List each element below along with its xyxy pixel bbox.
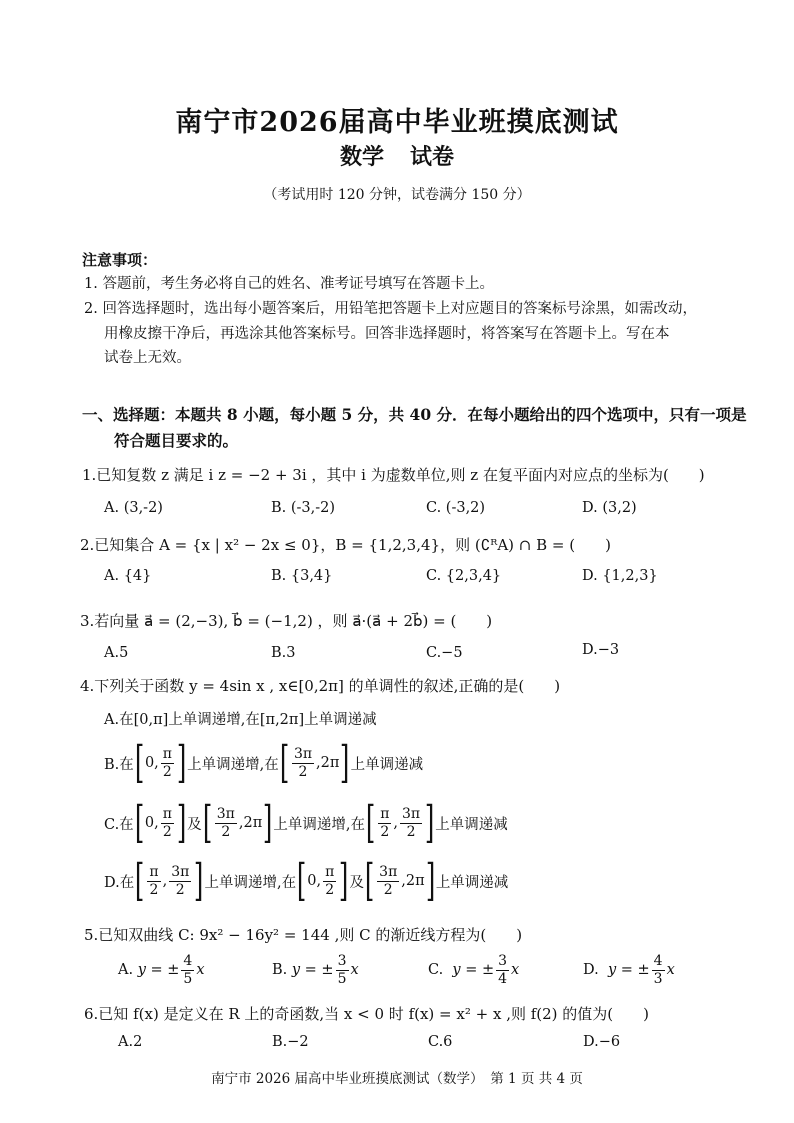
- q4-d-text-dec: 上单调递减: [435, 874, 509, 891]
- q4-b-zero: 0,: [144, 755, 159, 771]
- q4-option-a: [104, 708, 377, 729]
- paper-label: 试卷: [410, 144, 455, 170]
- q3-option-a: A.5: [104, 645, 129, 661]
- q4-option-b: [104, 737, 424, 788]
- section-heading: [82, 402, 747, 454]
- question-4-stem: 4.下列关于函数 y = 4sin x , x∈[0,2π] 的单调性的叙述,正确的是( ): [80, 677, 561, 695]
- q5-option-a: A. y = ± $\frac{4}{5}$ x: [118, 952, 205, 987]
- bracket-close: ]: [176, 737, 187, 788]
- q4-a-interval-2: [π,2π]: [259, 712, 305, 728]
- q6-option-b: B.−2: [272, 1034, 309, 1050]
- q3-option-b: B.3: [271, 645, 296, 661]
- fraction: $\frac{3\pi}{2}$: [402, 805, 421, 840]
- q4-a-text-inc: 上单调递增,在: [168, 712, 260, 728]
- q4-b-text-inc: 上单调递增,在: [187, 756, 279, 773]
- q1-option-c: C. (-3,2): [426, 500, 486, 516]
- section-heading-line1: 一、选择题：本题共 8 小题，每小题 5 分，共 40 分．在每小题给出的四个选项中，只有一项是: [82, 405, 747, 424]
- q4-b-label: B.在: [104, 756, 134, 773]
- q4-c-label: C.在: [104, 816, 134, 833]
- q6-option-d: D.−6: [583, 1034, 621, 1050]
- exam-subtitle: [0, 140, 794, 171]
- question-5-stem: 5.已知双曲线 C: 9x² − 16y² = 144 ,则 C 的渐近线方程为( ): [84, 926, 523, 944]
- q4-b-2pi: ,2π: [316, 755, 340, 771]
- fraction: $\frac{3}{4}$: [498, 952, 508, 987]
- bracket-open: [: [134, 797, 144, 848]
- q4-c-and: 及: [187, 816, 202, 833]
- bracket-open: [: [279, 737, 290, 788]
- bracket-close: ]: [339, 855, 349, 906]
- q6-option-c: C.6: [428, 1034, 453, 1050]
- q1-option-b: B. (-3,-2): [271, 500, 336, 516]
- question-2-stem: 2.已知集合 A = {x | x² − 2x ≤ 0}，B = {1,2,3,4}，则 (∁ᴿA) ∩ B = ( ): [80, 536, 611, 554]
- q2-option-a: A. {4}: [104, 568, 152, 584]
- q4-d-text-inc: 上单调递增,在: [204, 874, 297, 891]
- q1-option-a: A. (3,-2): [104, 500, 163, 516]
- bracket-close: ]: [263, 797, 273, 848]
- fraction: $\frac{\pi}{2}$: [149, 863, 159, 898]
- q6-option-a: A.2: [118, 1034, 143, 1050]
- q3-option-d: D.−3: [582, 642, 620, 658]
- notice-heading: 注意事项：: [82, 251, 158, 269]
- bracket-close: ]: [425, 855, 435, 906]
- bracket-open: [: [296, 855, 307, 906]
- notice-item-2: 2. 回答选择题时，选出每小题答案后，用铅笔把答题卡上对应题目的答案标号涂黑，如需改动，: [84, 301, 697, 317]
- q4-d-label: D.在: [104, 874, 135, 891]
- q4-b-text-dec: 上单调递减: [350, 756, 424, 773]
- fraction: $\frac{\pi}{2}$: [325, 863, 335, 898]
- fraction: $\frac{\pi}{2}$: [162, 745, 172, 780]
- bracket-open: [: [135, 855, 145, 906]
- bracket-open: [: [364, 855, 375, 906]
- section-heading-line2: 符合题目要求的。: [114, 431, 239, 450]
- notice-item-2-cont: 用橡皮擦干净后，再选涂其他答案标号。回答非选择题时，将答案写在答题卡上。写在本: [104, 326, 670, 342]
- bracket-open: [: [134, 737, 145, 788]
- q2-option-d: D. {1,2,3}: [582, 568, 658, 584]
- page-footer: 南宁市 2026 届高中毕业班摸底测试（数学） 第 1 页 共 4 页: [211, 1071, 583, 1087]
- bracket-close: ]: [340, 737, 350, 788]
- q4-option-d: D.在 [ $\frac{\pi}{2}$ , $\frac{3\pi}{2}$ ] 上单调递增,在 [ 0, $\frac{\pi}{2}$ ] 及 [ $\frac{3\pi}{2}$ ,2π ] 上单调递减: [104, 855, 509, 906]
- q4-option-c: C.在 [ 0, $\frac{\pi}{2}$ ] 及 [ $\frac{3\pi}{2}$ ,2π ] 上单调递增,在 [ $\frac{\pi}{2}$ , $\frac{3\pi}{2}$ ] 上单调递减: [104, 797, 508, 848]
- q1-option-d: D. (3,2): [582, 500, 637, 516]
- q5-option-b: B. y = ± $\frac{3}{5}$ x: [272, 952, 359, 987]
- bracket-close: ]: [194, 855, 204, 906]
- q4-a-text-dec: 上单调递减: [304, 712, 377, 728]
- q5-option-c: C. y = ± $\frac{3}{4}$ x: [428, 952, 520, 987]
- q2-option-b: B. {3,4}: [271, 568, 333, 584]
- q3-option-c: C.−5: [426, 645, 463, 661]
- exam-title: 南宁市2026届高中毕业班摸底测试: [175, 107, 619, 138]
- fraction: $\frac{\pi}{2}$: [162, 805, 172, 840]
- q4-a-label: A.在: [104, 712, 134, 728]
- fraction: $\frac{3}{5}$: [337, 952, 347, 987]
- bracket-close: ]: [424, 797, 435, 848]
- q4-a-interval-1: [0,π]: [133, 712, 169, 728]
- question-1-stem: 1.已知复数 z 满足 i z = −2 + 3i ，其中 i 为虚数单位,则 z 在复平面内对应点的坐标为( ): [82, 466, 705, 484]
- question-3-stem: 3.若向量 a⃗ = (2,−3), b⃗ = (−1,2) ，则 a⃗·(a⃗ + 2b⃗) = ( ): [80, 612, 493, 630]
- fraction: $\frac{3\pi}{2}$: [216, 805, 235, 840]
- question-6-stem: 6.已知 f(x) 是定义在 R 上的奇函数,当 x < 0 时 f(x) = x² + x ,则 f(2) 的值为( ): [84, 1005, 650, 1023]
- fraction: $\frac{3\pi}{2}$: [171, 863, 190, 898]
- q4-c-text-inc: 上单调递增,在: [273, 816, 366, 833]
- q4-c-text-dec: 上单调递减: [435, 816, 508, 833]
- fraction: $\frac{4}{3}$: [653, 952, 663, 987]
- bracket-open: [: [202, 797, 212, 848]
- fraction: $\frac{3\pi}{2}$: [293, 745, 313, 780]
- bracket-close: ]: [176, 797, 187, 848]
- time-info: （考试用时 120 分钟，试卷满分 150 分）: [263, 187, 531, 203]
- fraction: $\frac{\pi}{2}$: [380, 805, 390, 840]
- subject-label: 数学: [339, 144, 384, 170]
- notice-item-1: 1. 答题前，考生务必将自己的姓名、准考证号填写在答题卡上。: [84, 276, 494, 292]
- q5-option-d: D. y = ± $\frac{4}{3}$ x: [583, 952, 675, 987]
- fraction: $\frac{3\pi}{2}$: [379, 863, 398, 898]
- q2-option-c: C. {2,3,4}: [426, 568, 502, 584]
- bracket-open: [: [365, 797, 376, 848]
- notice-item-2-end: 试卷上无效。: [104, 350, 191, 366]
- fraction: $\frac{4}{5}$: [183, 952, 193, 987]
